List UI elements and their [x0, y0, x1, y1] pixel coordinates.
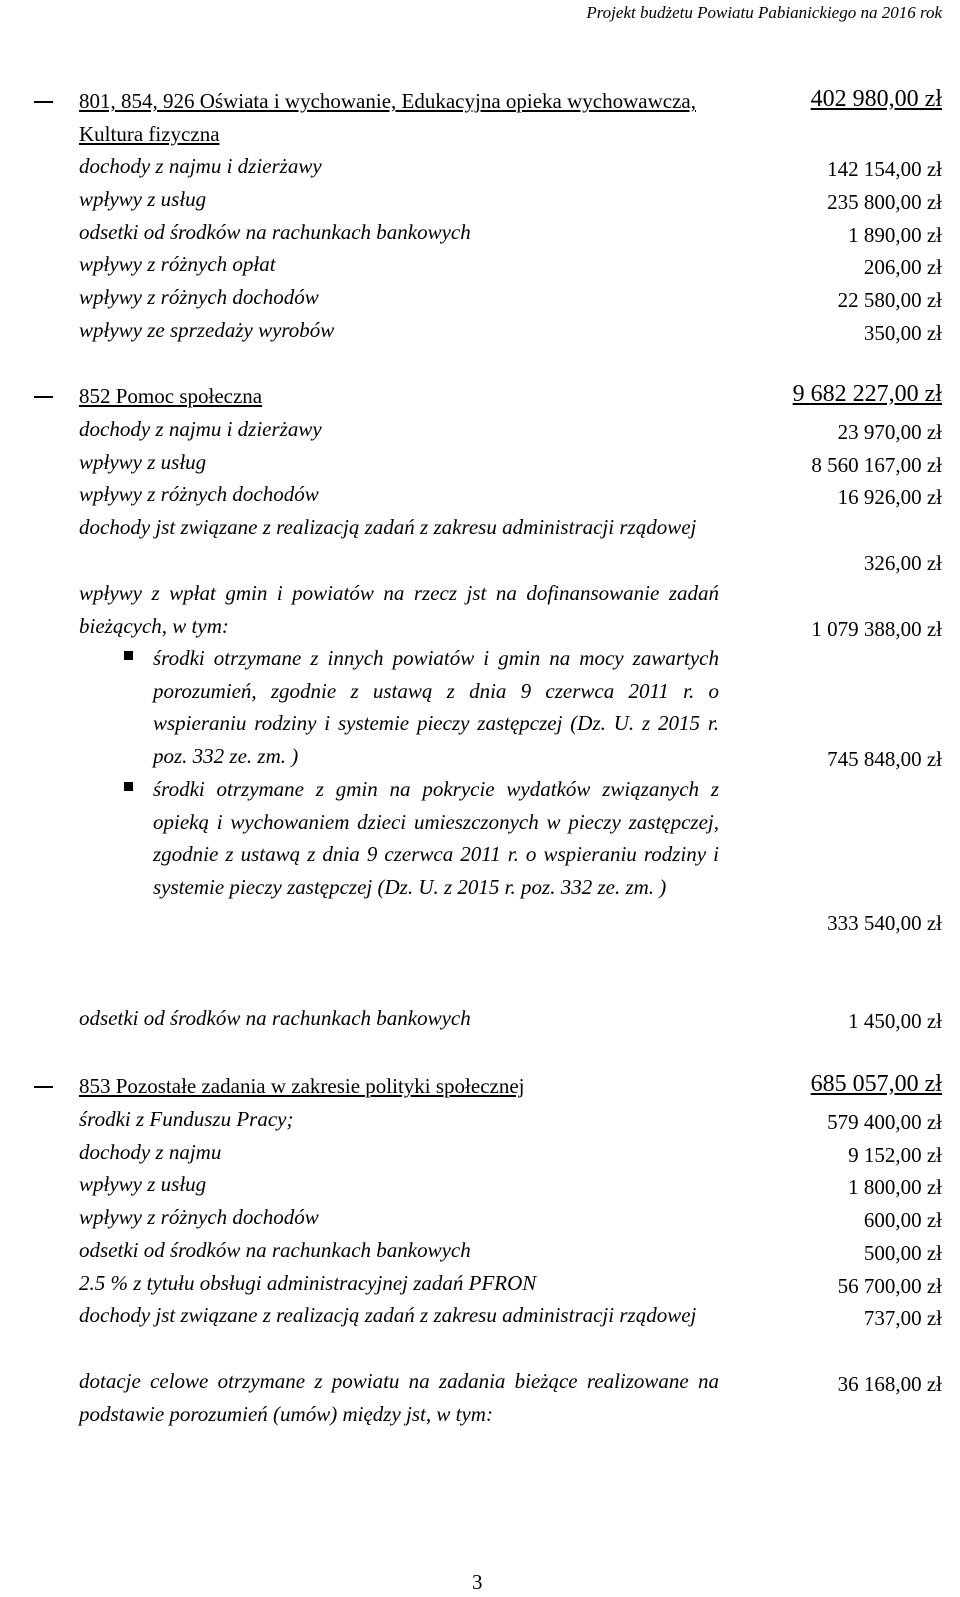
line-amount: 1 079 388,00 zł — [811, 617, 942, 641]
line-item: odsetki od środków na rachunkach bankowych — [79, 220, 471, 244]
line-amount: 36 168,00 zł — [837, 1372, 942, 1396]
line-item: 2.5 % z tytułu obsługi administracyjnej zadań PFRON — [79, 1271, 537, 1295]
line-item: odsetki od środków na rachunkach bankowych — [79, 1238, 471, 1262]
line-item: wpływy z usług — [79, 187, 207, 211]
section-dash — [34, 101, 53, 103]
line-item: wpływy z usług — [79, 1172, 207, 1196]
line-amount: 333 540,00 zł — [827, 911, 942, 935]
section-total-801: 402 980,00 zł — [810, 86, 942, 112]
line-item: dochody jst związane z realizacją zadań z zakresu administracji rządowej — [79, 515, 697, 539]
section-title-852: 852 Pomoc społeczna — [79, 384, 263, 408]
section-title-801: 801, 854, 926 Oświata i wychowanie, Edukacyjna opieka wychowawcza, Kultura fizyczna — [79, 89, 696, 146]
section-dash — [34, 1086, 53, 1088]
line-amount: 600,00 zł — [863, 1208, 942, 1232]
bullet-marker — [124, 651, 133, 660]
section-title-853: 853 Pozostałe zadania w zakresie polityki społecznej — [79, 1074, 525, 1098]
line-item: dochody z najmu i dzierżawy — [79, 154, 322, 178]
line-item: dochody z najmu — [79, 1140, 222, 1164]
line-item: środki z Funduszu Pracy; — [79, 1107, 294, 1131]
line-amount: 235 800,00 zł — [827, 190, 942, 214]
line-amount: 326,00 zł — [863, 551, 942, 575]
bullet-item: środki otrzymane z innych powiatów i gmin na mocy zawartych porozumień, zgodnie z ustawą z dnia 9 czerwca 2011 r. o wspieraniu rodziny i systemie pieczy zastępczej (Dz. U. z 2015 r. poz. 332 ze. zm. ) — [153, 646, 719, 769]
line-item: odsetki od środków na rachunkach bankowych — [79, 1006, 471, 1030]
line-amount: 8 560 167,00 zł — [811, 453, 942, 477]
page-header: Projekt budżetu Powiatu Pabianickiego na 2016 rok — [586, 3, 942, 22]
line-amount: 745 848,00 zł — [827, 747, 942, 771]
section-dash — [34, 396, 53, 398]
line-amount: 1 890,00 zł — [848, 223, 942, 247]
line-amount: 350,00 zł — [863, 321, 942, 345]
line-item: wpływy z usług — [79, 450, 207, 474]
line-amount: 737,00 zł — [863, 1306, 942, 1330]
line-item: wpływy z wpłat gmin i powiatów na rzecz jst na dofinansowanie zadań bieżących, w tym: — [79, 581, 719, 638]
line-amount: 500,00 zł — [863, 1241, 942, 1265]
bullet-item: środki otrzymane z gmin na pokrycie wydatków związanych z opieką i wychowaniem dzieci umieszczonych w pieczy zastępczej, zgodnie z ustawą z dnia 9 czerwca 2011 r. o wspieraniu rodziny i systemie pieczy zastępczej (Dz. U. z 2015 r. poz. 332 ze. zm. ) — [153, 777, 719, 900]
line-amount: 56 700,00 zł — [837, 1274, 942, 1298]
line-item: dochody z najmu i dzierżawy — [79, 417, 322, 441]
line-item: wpływy z różnych opłat — [79, 252, 276, 276]
line-amount: 23 970,00 zł — [837, 420, 942, 444]
line-amount: 22 580,00 zł — [837, 288, 942, 312]
line-item: wpływy z różnych dochodów — [79, 482, 319, 506]
line-amount: 9 152,00 zł — [848, 1143, 942, 1167]
line-item: wpływy z różnych dochodów — [79, 285, 319, 309]
line-item: dochody jst związane z realizacją zadań z zakresu administracji rządowej — [79, 1303, 697, 1327]
line-amount: 142 154,00 zł — [827, 157, 942, 181]
bullet-marker — [124, 782, 133, 791]
section-total-852: 9 682 227,00 zł — [792, 381, 942, 407]
page-number: 3 — [472, 1570, 483, 1594]
line-amount: 16 926,00 zł — [837, 485, 942, 509]
line-amount: 1 450,00 zł — [848, 1009, 942, 1033]
line-amount: 206,00 zł — [863, 255, 942, 279]
line-item: wpływy ze sprzedaży wyrobów — [79, 318, 335, 342]
line-item: dotacje celowe otrzymane z powiatu na zadania bieżące realizowane na podstawie porozumień (umów) między jst, w tym: — [79, 1369, 719, 1426]
line-amount: 1 800,00 zł — [848, 1175, 942, 1199]
line-amount: 579 400,00 zł — [827, 1110, 942, 1134]
line-item: wpływy z różnych dochodów — [79, 1205, 319, 1229]
section-total-853: 685 057,00 zł — [810, 1071, 942, 1097]
